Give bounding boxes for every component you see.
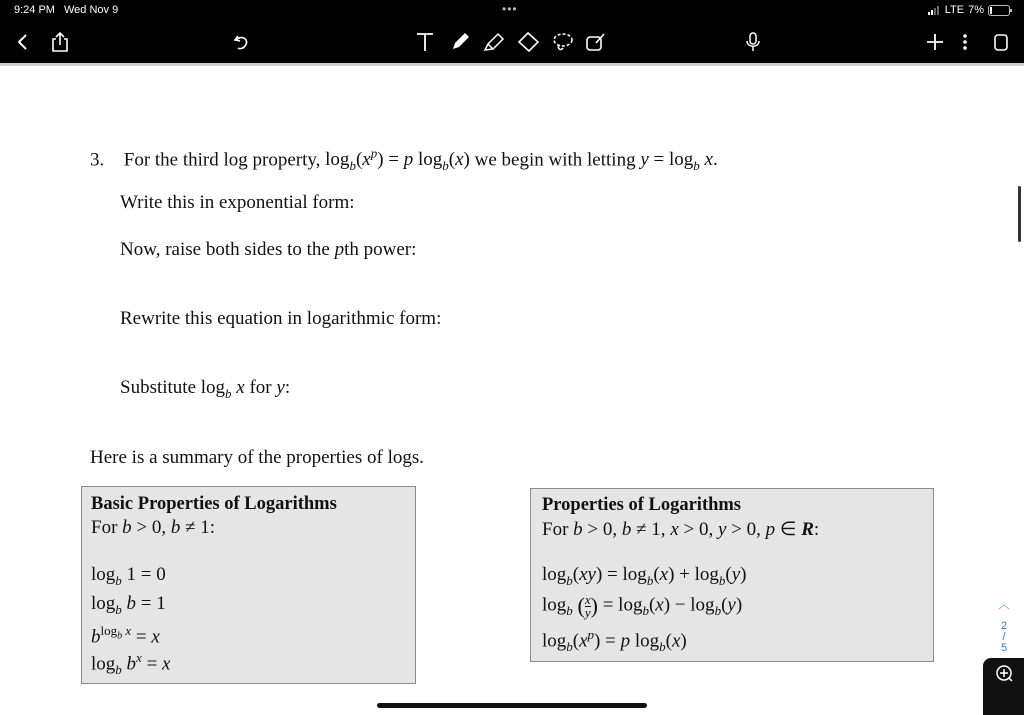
page-up-icon[interactable]: ︿ <box>998 599 1010 611</box>
eraser-icon[interactable] <box>515 30 541 54</box>
log-properties-box <box>530 488 934 662</box>
undo-icon[interactable] <box>230 30 254 54</box>
basic-condition-formula: b > 0, b ≠ 1: <box>122 517 216 538</box>
basic-prop-4: $\log_b b^x = x$ <box>91 650 171 678</box>
zoom-button[interactable] <box>983 658 1024 715</box>
logbx-formula: $\log_b x$ <box>200 377 245 401</box>
question-number: 3. <box>90 149 105 171</box>
shapes-icon[interactable] <box>583 30 609 54</box>
question-line <box>90 146 718 174</box>
page-separator: / <box>1002 631 1006 643</box>
step-raise-b: th power: <box>344 239 417 260</box>
back-icon[interactable] <box>12 30 32 54</box>
y-variable: y <box>276 377 285 398</box>
network-label: LTE <box>944 4 965 16</box>
props-condition-formula: b > 0, b ≠ 1, x > 0, y > 0, p ∈ R: <box>573 519 820 540</box>
basic-box-condition <box>91 517 215 539</box>
summary-line: Here is a summary of the properties of logs. <box>90 447 424 468</box>
more-icon[interactable] <box>958 30 972 54</box>
battery-icon <box>988 5 1010 16</box>
pen-icon[interactable] <box>448 30 472 54</box>
props-condition-prefix: For <box>542 519 574 540</box>
status-date: Wed Nov 9 <box>64 4 119 16</box>
step-raise-a: Now, raise both sides to the <box>120 239 335 260</box>
power-rule: $\log_b(x^p) = p$ $\log_b(x)$ <box>542 627 687 655</box>
total-pages: 5 <box>1000 642 1008 654</box>
add-icon[interactable] <box>924 30 946 54</box>
basic-prop-3: $b^{log_b x} = x$ <box>91 623 160 648</box>
basic-prop-1: $\log_b 1 = 0$ <box>91 564 166 588</box>
scrollbar[interactable] <box>1018 186 1021 242</box>
basic-properties-box <box>81 486 416 684</box>
step-exponential: Write this in exponential form: <box>120 192 355 213</box>
let-y-formula: $y = \log_b x$. <box>640 149 718 174</box>
current-page: 2 <box>1000 620 1008 632</box>
third-property-formula: $\log_b(x^p) = p$ $\log_b(x)$ <box>325 146 470 174</box>
microphone-icon[interactable] <box>741 30 765 54</box>
document-page[interactable] <box>0 66 1024 715</box>
product-rule: $\log_b(xy) = \log_b(x) + \log_b(y)$ <box>542 564 747 588</box>
step-logarithmic: Rewrite this equation in logarithmic form: <box>120 308 442 329</box>
pages-icon[interactable] <box>990 30 1012 54</box>
basic-prop-2: $\log_b b = 1$ <box>91 593 166 617</box>
question-text-b: we begin with letting <box>469 149 641 171</box>
share-icon[interactable] <box>48 30 72 54</box>
toolbar <box>0 22 1024 63</box>
status-time: 9:24 PM <box>14 4 55 16</box>
lasso-icon[interactable] <box>550 30 576 54</box>
signal-icon <box>928 5 939 15</box>
text-tool-icon[interactable] <box>413 30 437 54</box>
multitasking-dots-icon[interactable]: ••• <box>502 2 518 16</box>
zoom-in-icon <box>994 664 1014 684</box>
status-bar <box>0 0 1024 22</box>
quotient-rule: $\log_b$ ( $\frac{x}{y}$ ) = $\log_b(x) - \log_b(y)$ <box>542 591 743 620</box>
basic-box-title: Basic Properties of Logarithms <box>91 494 337 514</box>
step-sub-a: Substitute <box>120 377 201 398</box>
step-sub-b: for <box>244 377 277 398</box>
home-indicator[interactable] <box>377 703 647 708</box>
highlighter-icon[interactable] <box>481 30 507 54</box>
battery-label: 7% <box>968 4 984 16</box>
step-substitute: Substitute $\log_b x$ for y: <box>120 377 291 401</box>
p-variable: p <box>334 239 345 260</box>
step-raise-power <box>120 239 416 261</box>
props-box-title: Properties of Logarithms <box>542 495 742 515</box>
basic-condition-prefix: For <box>91 517 123 538</box>
status-indicators <box>928 4 1010 16</box>
question-text-a: For the third log property, <box>123 149 326 171</box>
props-box-condition <box>542 518 819 541</box>
